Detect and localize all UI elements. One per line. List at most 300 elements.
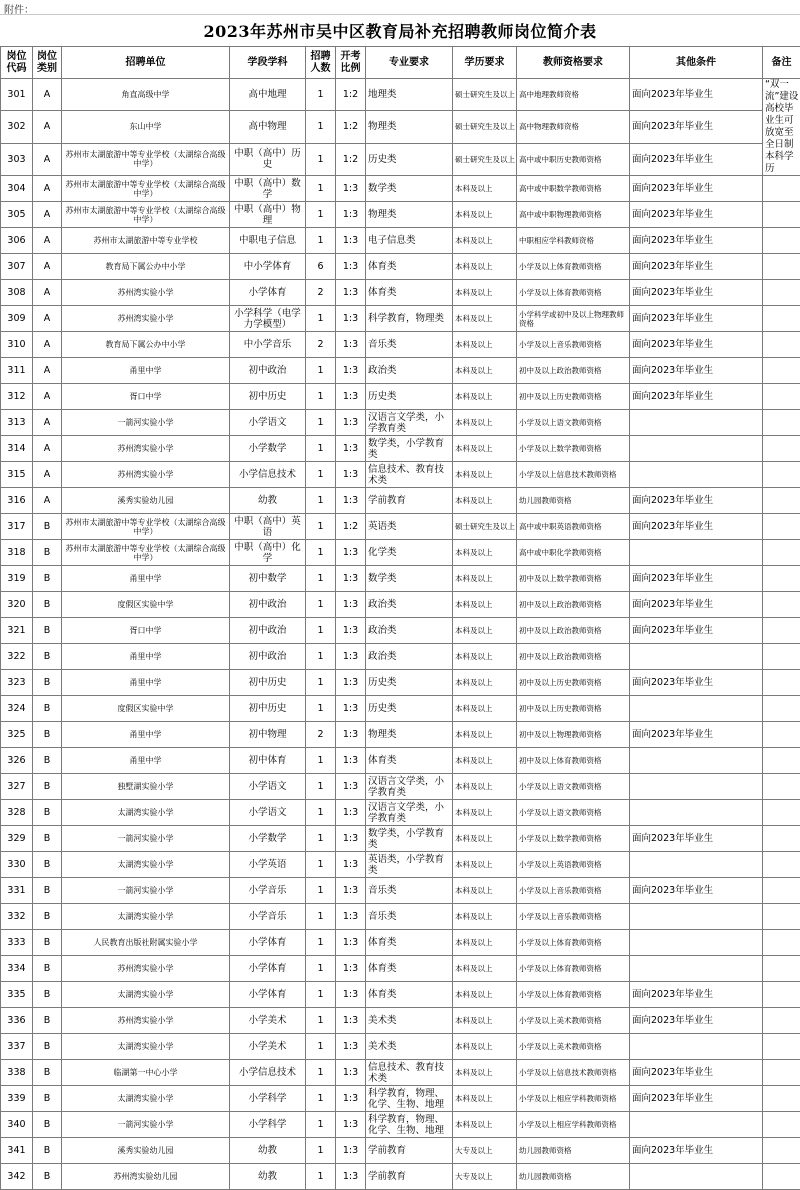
table-cell: B bbox=[33, 722, 62, 748]
table-cell: B bbox=[33, 592, 62, 618]
table-cell: 地理类 bbox=[366, 79, 453, 111]
table-cell: 小学及以上音乐教师资格 bbox=[517, 904, 630, 930]
table-cell: 本科及以上 bbox=[453, 982, 517, 1008]
table-cell: 物理类 bbox=[366, 202, 453, 228]
table-row bbox=[1, 488, 800, 514]
table-cell: B bbox=[33, 670, 62, 696]
remark-cell bbox=[763, 592, 800, 618]
table-cell: 面向2023年毕业生 bbox=[630, 358, 763, 384]
table-cell: B bbox=[33, 826, 62, 852]
table-row bbox=[1, 618, 800, 644]
remark-cell bbox=[763, 254, 800, 280]
table-cell: 面向2023年毕业生 bbox=[630, 176, 763, 202]
table-cell: 小学体育 bbox=[230, 956, 306, 982]
table-cell: 幼教 bbox=[230, 488, 306, 514]
table-cell: 1:3 bbox=[336, 1138, 366, 1164]
table-cell: 小学语文 bbox=[230, 410, 306, 436]
table-cell: B bbox=[33, 800, 62, 826]
table-cell: 337 bbox=[1, 1034, 33, 1060]
table-cell: 历史类 bbox=[366, 384, 453, 410]
table-cell: 科学教育，物理类 bbox=[366, 306, 453, 332]
table-cell: 1 bbox=[306, 1034, 336, 1060]
table-cell: 小学美术 bbox=[230, 1008, 306, 1034]
table-cell: 数学类 bbox=[366, 176, 453, 202]
table-row bbox=[1, 436, 800, 462]
table-cell bbox=[630, 1034, 763, 1060]
table-cell: 小学及以上音乐教师资格 bbox=[517, 332, 630, 358]
table-cell: 政治类 bbox=[366, 618, 453, 644]
table-cell bbox=[630, 774, 763, 800]
table-cell: 体育类 bbox=[366, 956, 453, 982]
table-cell: 体育类 bbox=[366, 748, 453, 774]
table-cell: 小学科学（电学力学模型） bbox=[230, 306, 306, 332]
table-cell: 苏州湾实验小学 bbox=[62, 436, 230, 462]
table-cell: 小学数学 bbox=[230, 436, 306, 462]
table-cell: 一箭河实验小学 bbox=[62, 826, 230, 852]
table-cell: 1:3 bbox=[336, 384, 366, 410]
table-cell: 小学及以上相应学科教师资格 bbox=[517, 1086, 630, 1112]
table-cell: 342 bbox=[1, 1164, 33, 1190]
table-cell: 中小学体育 bbox=[230, 254, 306, 280]
table-cell: A bbox=[33, 176, 62, 202]
top-divider bbox=[0, 14, 800, 15]
table-cell: 1:2 bbox=[336, 514, 366, 540]
table-cell: 1 bbox=[306, 111, 336, 143]
table-cell: 甬里中学 bbox=[62, 670, 230, 696]
table-cell: 面向2023年毕业生 bbox=[630, 254, 763, 280]
table-cell: 面向2023年毕业生 bbox=[630, 488, 763, 514]
table-cell: 1:3 bbox=[336, 618, 366, 644]
remark-cell bbox=[763, 1034, 800, 1060]
remark-cell bbox=[763, 410, 800, 436]
table-cell: 数学类，小学教育类 bbox=[366, 826, 453, 852]
table-cell: 电子信息类 bbox=[366, 228, 453, 254]
table-cell: 面向2023年毕业生 bbox=[630, 514, 763, 540]
table-cell: 1 bbox=[306, 1112, 336, 1138]
table-row bbox=[1, 358, 800, 384]
table-cell: B bbox=[33, 748, 62, 774]
table-cell: 1 bbox=[306, 202, 336, 228]
table-cell: B bbox=[33, 774, 62, 800]
table-cell: 303 bbox=[1, 143, 33, 175]
table-cell: 本科及以上 bbox=[453, 878, 517, 904]
table-cell: 太湖湾实验小学 bbox=[62, 1034, 230, 1060]
table-row bbox=[1, 670, 800, 696]
table-cell: 汉语言文学类，小学教育类 bbox=[366, 410, 453, 436]
remark-cell bbox=[763, 462, 800, 488]
table-cell: B bbox=[33, 514, 62, 540]
table-cell: 临湖第一中心小学 bbox=[62, 1060, 230, 1086]
table-cell: 1:3 bbox=[336, 904, 366, 930]
table-cell: 1 bbox=[306, 1138, 336, 1164]
table-cell: 1 bbox=[306, 1008, 336, 1034]
table-cell: 小学及以上语文教师资格 bbox=[517, 774, 630, 800]
remark-cell bbox=[763, 306, 800, 332]
table-cell: 甬里中学 bbox=[62, 358, 230, 384]
table-cell: B bbox=[33, 1060, 62, 1086]
table-cell: 小学音乐 bbox=[230, 904, 306, 930]
table-cell: 小学及以上体育教师资格 bbox=[517, 254, 630, 280]
table-cell: 初中及以上数学教师资格 bbox=[517, 566, 630, 592]
table-cell: 1:3 bbox=[336, 1034, 366, 1060]
table-row bbox=[1, 1034, 800, 1060]
table-row bbox=[1, 592, 800, 618]
table-cell: 初中及以上政治教师资格 bbox=[517, 644, 630, 670]
table-cell bbox=[630, 436, 763, 462]
table-cell: 教育局下属公办中小学 bbox=[62, 254, 230, 280]
table-cell: 1:3 bbox=[336, 1164, 366, 1190]
table-cell: 学前教育 bbox=[366, 1138, 453, 1164]
table-cell: 面向2023年毕业生 bbox=[630, 982, 763, 1008]
remark-cell bbox=[763, 358, 800, 384]
table-cell: 中职（高中）化学 bbox=[230, 540, 306, 566]
table-cell: 1 bbox=[306, 696, 336, 722]
table-cell: 面向2023年毕业生 bbox=[630, 618, 763, 644]
table-cell: 本科及以上 bbox=[453, 930, 517, 956]
table-cell: 大专及以上 bbox=[453, 1138, 517, 1164]
table-cell: 小学及以上体育教师资格 bbox=[517, 956, 630, 982]
remark-cell bbox=[763, 436, 800, 462]
table-cell: A bbox=[33, 79, 62, 111]
table-cell: 1 bbox=[306, 566, 336, 592]
table-cell: 316 bbox=[1, 488, 33, 514]
table-cell: 太湖湾实验小学 bbox=[62, 1086, 230, 1112]
table-cell: 2 bbox=[306, 722, 336, 748]
table-cell: 溪秀实验幼儿园 bbox=[62, 488, 230, 514]
table-cell: 初中体育 bbox=[230, 748, 306, 774]
remark-cell bbox=[763, 540, 800, 566]
table-cell: 政治类 bbox=[366, 644, 453, 670]
table-cell: 306 bbox=[1, 228, 33, 254]
table-cell: 小学及以上音乐教师资格 bbox=[517, 878, 630, 904]
table-cell: 初中政治 bbox=[230, 592, 306, 618]
table-cell: 太湖湾实验小学 bbox=[62, 982, 230, 1008]
remark-cell bbox=[763, 748, 800, 774]
table-cell: 本科及以上 bbox=[453, 670, 517, 696]
table-cell: A bbox=[33, 488, 62, 514]
table-cell: 328 bbox=[1, 800, 33, 826]
table-cell: 面向2023年毕业生 bbox=[630, 280, 763, 306]
table-cell: 面向2023年毕业生 bbox=[630, 592, 763, 618]
table-cell: 1 bbox=[306, 410, 336, 436]
table-cell: B bbox=[33, 1008, 62, 1034]
document-title: 2023年苏州市吴中区教育局补充招聘教师岗位简介表 bbox=[0, 19, 800, 42]
table-cell: 本科及以上 bbox=[453, 592, 517, 618]
table-cell: 6 bbox=[306, 254, 336, 280]
table-cell: 小学及以上语文教师资格 bbox=[517, 410, 630, 436]
remark-cell bbox=[763, 1112, 800, 1138]
table-cell: 物理类 bbox=[366, 111, 453, 143]
table-cell: 小学体育 bbox=[230, 982, 306, 1008]
table-cell: 1 bbox=[306, 1164, 336, 1190]
table-cell: 硕士研究生及以上 bbox=[453, 79, 517, 111]
table-cell: 苏州市太湖旅游中等专业学校 bbox=[62, 228, 230, 254]
remark-cell bbox=[763, 852, 800, 878]
remark-cell bbox=[763, 982, 800, 1008]
table-cell: 美术类 bbox=[366, 1034, 453, 1060]
table-cell: 幼教 bbox=[230, 1138, 306, 1164]
table-cell: 中职（高中）数学 bbox=[230, 176, 306, 202]
table-cell: B bbox=[33, 852, 62, 878]
table-cell: 本科及以上 bbox=[453, 852, 517, 878]
table-cell: 1:2 bbox=[336, 79, 366, 111]
table-cell: 1:3 bbox=[336, 878, 366, 904]
table-cell: 科学教育，物理、化学、生物、地理 bbox=[366, 1112, 453, 1138]
table-cell: 中职电子信息 bbox=[230, 228, 306, 254]
table-cell: 小学及以上数学教师资格 bbox=[517, 436, 630, 462]
table-cell: 1:3 bbox=[336, 358, 366, 384]
table-cell: 甬里中学 bbox=[62, 566, 230, 592]
table-cell: 苏州湾实验小学 bbox=[62, 280, 230, 306]
table-cell: B bbox=[33, 904, 62, 930]
table-cell: 本科及以上 bbox=[453, 228, 517, 254]
remark-cell bbox=[763, 488, 800, 514]
table-cell: 1 bbox=[306, 462, 336, 488]
table-cell: 幼教 bbox=[230, 1164, 306, 1190]
table-cell: 小学英语 bbox=[230, 852, 306, 878]
table-cell: 科学教育，物理、化学、生物、地理 bbox=[366, 1086, 453, 1112]
table-row bbox=[1, 1086, 800, 1112]
table-cell: 硕士研究生及以上 bbox=[453, 514, 517, 540]
table-cell: 1 bbox=[306, 306, 336, 332]
table-cell: 苏州市太湖旅游中等专业学校（太湖综合高级中学） bbox=[62, 514, 230, 540]
table-cell: 高中或中职英语教师资格 bbox=[517, 514, 630, 540]
table-cell: 1 bbox=[306, 384, 336, 410]
table-cell: 苏州湾实验小学 bbox=[62, 462, 230, 488]
table-cell: 本科及以上 bbox=[453, 1112, 517, 1138]
table-cell: 初中及以上历史教师资格 bbox=[517, 384, 630, 410]
table-cell: A bbox=[33, 280, 62, 306]
table-cell: 本科及以上 bbox=[453, 358, 517, 384]
table-cell: 1:3 bbox=[336, 306, 366, 332]
table-cell: 本科及以上 bbox=[453, 1008, 517, 1034]
table-row bbox=[1, 228, 800, 254]
table-cell: 341 bbox=[1, 1138, 33, 1164]
table-cell: A bbox=[33, 384, 62, 410]
table-cell: 1 bbox=[306, 852, 336, 878]
remark-cell bbox=[763, 176, 800, 202]
table-cell: 1 bbox=[306, 143, 336, 175]
table-cell: B bbox=[33, 878, 62, 904]
table-cell: 小学及以上体育教师资格 bbox=[517, 930, 630, 956]
table-cell: 小学语文 bbox=[230, 774, 306, 800]
table-cell: 初中及以上政治教师资格 bbox=[517, 358, 630, 384]
table-row bbox=[1, 1164, 800, 1190]
table-cell: 1:3 bbox=[336, 1008, 366, 1034]
table-cell: 溪秀实验幼儿园 bbox=[62, 1138, 230, 1164]
table-cell: 一箭河实验小学 bbox=[62, 1112, 230, 1138]
table-cell: 面向2023年毕业生 bbox=[630, 111, 763, 143]
table-cell: 309 bbox=[1, 306, 33, 332]
header-cell: 其他条件 bbox=[630, 47, 763, 79]
header-cell: 备注 bbox=[763, 47, 800, 79]
table-cell: 本科及以上 bbox=[453, 1034, 517, 1060]
table-cell: 初中政治 bbox=[230, 618, 306, 644]
table-cell: 本科及以上 bbox=[453, 1086, 517, 1112]
remark-cell bbox=[763, 228, 800, 254]
table-cell: 中小学音乐 bbox=[230, 332, 306, 358]
table-cell: 1 bbox=[306, 774, 336, 800]
table-cell: 1:3 bbox=[336, 566, 366, 592]
table-cell: 319 bbox=[1, 566, 33, 592]
table-cell: 1 bbox=[306, 1086, 336, 1112]
table-cell: 340 bbox=[1, 1112, 33, 1138]
table-cell: 305 bbox=[1, 202, 33, 228]
table-cell: 人民教育出版社附属实验小学 bbox=[62, 930, 230, 956]
remark-cell bbox=[763, 930, 800, 956]
table-cell: 大专及以上 bbox=[453, 1164, 517, 1190]
table-row bbox=[1, 1138, 800, 1164]
table-row bbox=[1, 800, 800, 826]
table-cell: 高中或中职数学教师资格 bbox=[517, 176, 630, 202]
table-cell: 苏州市太湖旅游中等专业学校（太湖综合高级中学） bbox=[62, 176, 230, 202]
table-cell: B bbox=[33, 644, 62, 670]
table-cell: 小学科学或初中及以上物理教师资格 bbox=[517, 306, 630, 332]
table-cell: 信息技术、教育技术类 bbox=[366, 462, 453, 488]
table-cell: B bbox=[33, 930, 62, 956]
table-cell: 音乐类 bbox=[366, 904, 453, 930]
table-cell: B bbox=[33, 696, 62, 722]
table-cell: 面向2023年毕业生 bbox=[630, 306, 763, 332]
table-cell: 苏州市太湖旅游中等专业学校（太湖综合高级中学） bbox=[62, 540, 230, 566]
table-row bbox=[1, 462, 800, 488]
remark-cell bbox=[763, 332, 800, 358]
table-cell: 苏州市太湖旅游中等专业学校（太湖综合高级中学） bbox=[62, 143, 230, 175]
table-cell: 初中政治 bbox=[230, 644, 306, 670]
table-cell: 数学类，小学教育类 bbox=[366, 436, 453, 462]
table-cell: 苏州湾实验小学 bbox=[62, 306, 230, 332]
table-cell: 体育类 bbox=[366, 982, 453, 1008]
table-cell: B bbox=[33, 982, 62, 1008]
table-row bbox=[1, 696, 800, 722]
table-cell bbox=[630, 1164, 763, 1190]
table-cell: 本科及以上 bbox=[453, 774, 517, 800]
table-cell: 1 bbox=[306, 982, 336, 1008]
table-cell: 1 bbox=[306, 826, 336, 852]
table-cell: 本科及以上 bbox=[453, 436, 517, 462]
table-cell: 1:3 bbox=[336, 1086, 366, 1112]
table-cell: 信息技术、教育技术类 bbox=[366, 1060, 453, 1086]
table-cell: 本科及以上 bbox=[453, 306, 517, 332]
table-cell: 面向2023年毕业生 bbox=[630, 1060, 763, 1086]
remark-cell bbox=[763, 904, 800, 930]
table-cell: 1:3 bbox=[336, 696, 366, 722]
table-cell: 304 bbox=[1, 176, 33, 202]
table-cell: 321 bbox=[1, 618, 33, 644]
table-cell: 339 bbox=[1, 1086, 33, 1112]
table-cell: 312 bbox=[1, 384, 33, 410]
table-cell: 323 bbox=[1, 670, 33, 696]
table-cell: 面向2023年毕业生 bbox=[630, 228, 763, 254]
table-cell: 1:3 bbox=[336, 488, 366, 514]
table-cell: 体育类 bbox=[366, 280, 453, 306]
table-cell: 面向2023年毕业生 bbox=[630, 202, 763, 228]
remark-cell: “双一流”建设高校毕业生可放宽至全日制本科学历 bbox=[763, 79, 800, 176]
table-cell: 历史类 bbox=[366, 670, 453, 696]
table-cell: 313 bbox=[1, 410, 33, 436]
table-cell: A bbox=[33, 462, 62, 488]
table-cell bbox=[630, 696, 763, 722]
table-cell: 1 bbox=[306, 540, 336, 566]
table-cell: B bbox=[33, 956, 62, 982]
table-cell: 334 bbox=[1, 956, 33, 982]
table-cell: 小学数学 bbox=[230, 826, 306, 852]
remark-cell bbox=[763, 1086, 800, 1112]
table-cell: 初中及以上政治教师资格 bbox=[517, 618, 630, 644]
table-cell: B bbox=[33, 618, 62, 644]
header-cell: 招聘人数 bbox=[306, 47, 336, 79]
remark-cell bbox=[763, 280, 800, 306]
table-row bbox=[1, 540, 800, 566]
table-cell: 中职（高中）英语 bbox=[230, 514, 306, 540]
table-cell: 音乐类 bbox=[366, 878, 453, 904]
table-cell: 小学信息技术 bbox=[230, 1060, 306, 1086]
table-cell bbox=[630, 540, 763, 566]
table-cell: 小学及以上英语教师资格 bbox=[517, 852, 630, 878]
table-cell: 小学及以上信息技术教师资格 bbox=[517, 1060, 630, 1086]
table-cell: 面向2023年毕业生 bbox=[630, 722, 763, 748]
table-cell: 315 bbox=[1, 462, 33, 488]
table-cell: 政治类 bbox=[366, 592, 453, 618]
attachment-label: 附件： bbox=[4, 1, 34, 16]
table-cell: 本科及以上 bbox=[453, 254, 517, 280]
remark-cell bbox=[763, 878, 800, 904]
table-cell: 2 bbox=[306, 280, 336, 306]
table-row bbox=[1, 852, 800, 878]
table-cell: 1 bbox=[306, 1060, 336, 1086]
table-cell: 面向2023年毕业生 bbox=[630, 1086, 763, 1112]
table-row bbox=[1, 1008, 800, 1034]
table-cell: 面向2023年毕业生 bbox=[630, 332, 763, 358]
table-cell: 1:3 bbox=[336, 800, 366, 826]
table-cell: 310 bbox=[1, 332, 33, 358]
table-cell: 1 bbox=[306, 878, 336, 904]
table-cell: 面向2023年毕业生 bbox=[630, 1138, 763, 1164]
table-cell: B bbox=[33, 1164, 62, 1190]
table-cell: 本科及以上 bbox=[453, 956, 517, 982]
table-cell: 美术类 bbox=[366, 1008, 453, 1034]
table-cell bbox=[630, 1112, 763, 1138]
table-cell: 初中及以上物理教师资格 bbox=[517, 722, 630, 748]
table-cell: 1:3 bbox=[336, 176, 366, 202]
table-cell: 初中历史 bbox=[230, 670, 306, 696]
table-cell: 初中历史 bbox=[230, 696, 306, 722]
table-cell: 本科及以上 bbox=[453, 176, 517, 202]
remark-cell bbox=[763, 202, 800, 228]
table-cell: 政治类 bbox=[366, 358, 453, 384]
table-cell: 本科及以上 bbox=[453, 462, 517, 488]
table-cell: 面向2023年毕业生 bbox=[630, 878, 763, 904]
table-cell: 1:3 bbox=[336, 202, 366, 228]
header-cell: 岗位类别 bbox=[33, 47, 62, 79]
table-cell: 历史类 bbox=[366, 696, 453, 722]
table-cell: 一箭河实验小学 bbox=[62, 410, 230, 436]
table-body bbox=[1, 79, 800, 1190]
table-cell: A bbox=[33, 228, 62, 254]
table-cell: 1:3 bbox=[336, 670, 366, 696]
table-cell: 高中或中职历史教师资格 bbox=[517, 143, 630, 175]
table-cell: 1:3 bbox=[336, 982, 366, 1008]
table-cell: 338 bbox=[1, 1060, 33, 1086]
table-cell: 1 bbox=[306, 904, 336, 930]
table-cell: 1:3 bbox=[336, 540, 366, 566]
table-cell: 本科及以上 bbox=[453, 644, 517, 670]
table-cell: 面向2023年毕业生 bbox=[630, 566, 763, 592]
table-cell: A bbox=[33, 254, 62, 280]
table-cell: 1:3 bbox=[336, 228, 366, 254]
table-row bbox=[1, 566, 800, 592]
table-cell bbox=[630, 956, 763, 982]
